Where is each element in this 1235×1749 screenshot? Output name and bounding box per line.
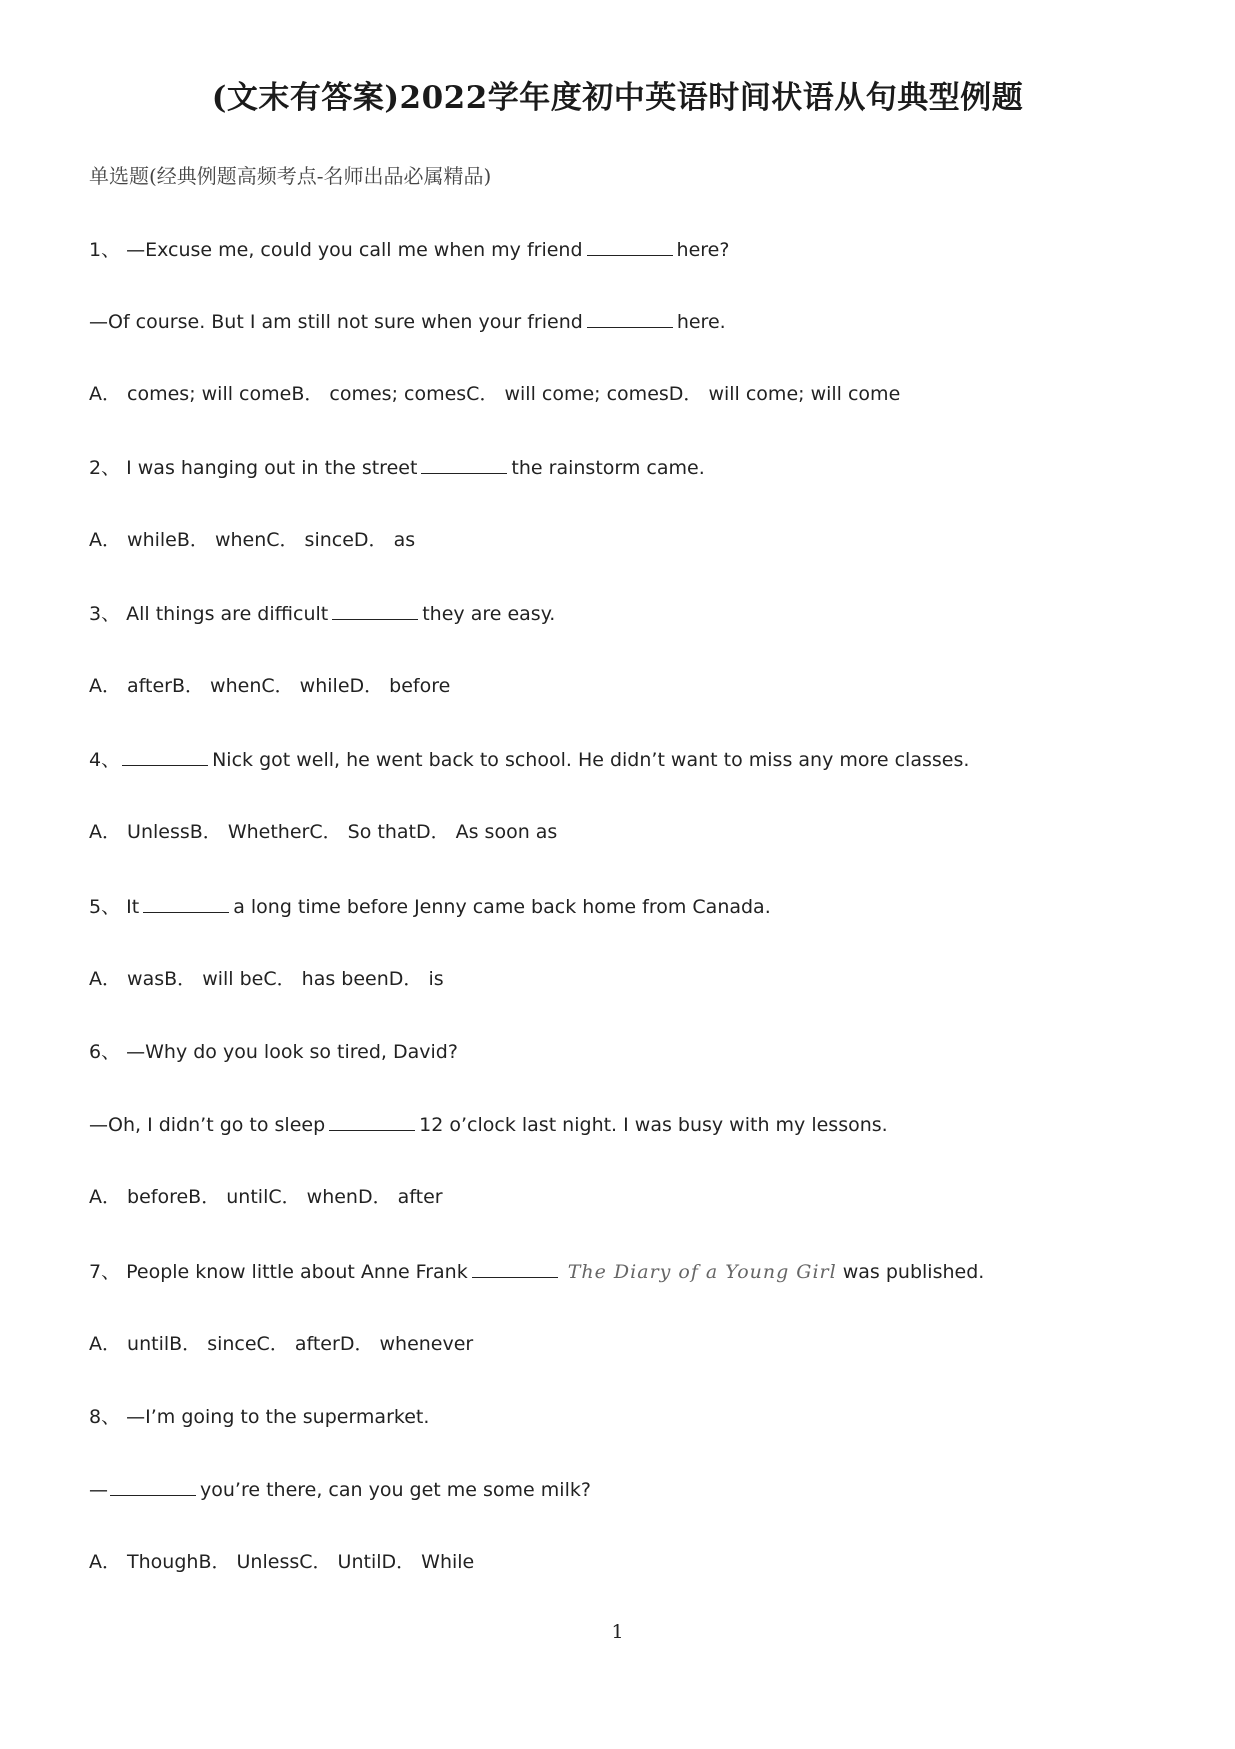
question-text: 2、 I was hanging out in the street <box>89 457 418 479</box>
question-text: — <box>89 1479 108 1501</box>
question-1-prompt <box>89 237 729 262</box>
question-4-options: A． UnlessB． WhetherC． So thatD． As soon as <box>89 821 558 843</box>
question-text: 7、 People know little about Anne Frank <box>89 1261 468 1283</box>
question-text: you’re there, can you get me some milk? <box>200 1479 591 1501</box>
book-title: The Diary of a Young Girl <box>567 1261 837 1283</box>
question-text: Nick got well, he went back to school. He didn’t want to miss any more classes. <box>212 749 970 771</box>
answer-blank <box>110 1477 196 1496</box>
answer-blank <box>329 1112 415 1131</box>
page-title: (文末有答案)2022学年度初中英语时间状语从句典型例题 <box>211 80 1024 116</box>
answer-blank <box>122 747 208 766</box>
question-text: a long time before Jenny came back home from Canada. <box>233 896 771 918</box>
answer-blank <box>472 1259 558 1278</box>
question-text: the rainstorm came. <box>511 457 705 479</box>
question-text: 3、 All things are difficult <box>89 603 329 625</box>
question-text: —Of course. But I am still not sure when your friend <box>89 311 583 333</box>
question-number: 4、 <box>89 749 121 771</box>
question-3-prompt <box>89 601 555 626</box>
question-text: 12 o’clock last night. I was busy with my lessons. <box>419 1114 888 1136</box>
question-6-prompt: 6、 —Why do you look so tired, David? <box>89 1041 458 1063</box>
answer-blank <box>421 455 507 474</box>
question-2-options: A． whileB． whenC． sinceD． as <box>89 529 416 551</box>
question-5-prompt <box>89 894 771 919</box>
question-6-reply <box>89 1112 888 1137</box>
question-6-options: A． beforeB． untilC． whenD． after <box>89 1186 443 1208</box>
question-8-options: A． ThoughB． UnlessC． UntilD． While <box>89 1551 475 1573</box>
answer-blank <box>332 601 418 620</box>
answer-blank <box>587 237 673 256</box>
question-text: was published. <box>842 1261 985 1283</box>
question-text: 5、 It <box>89 896 140 918</box>
answer-blank <box>143 894 229 913</box>
answer-blank <box>587 309 673 328</box>
question-text: here? <box>676 239 730 261</box>
question-4-prompt <box>89 747 969 772</box>
question-text: 1、 —Excuse me, could you call me when my friend <box>89 239 583 261</box>
page-number: 1 <box>611 1621 624 1643</box>
question-text: they are easy. <box>422 603 556 625</box>
question-8-prompt: 8、 —I’m going to the supermarket. <box>89 1406 430 1428</box>
question-text: here. <box>676 311 726 333</box>
question-1-reply <box>89 309 726 334</box>
question-7-options: A． untilB． sinceC． afterD． whenever <box>89 1333 474 1355</box>
question-2-prompt <box>89 455 705 480</box>
question-5-options: A． wasB． will beC． has beenD． is <box>89 968 444 990</box>
question-3-options: A． afterB． whenC． whileD． before <box>89 675 451 697</box>
question-7-prompt <box>89 1259 984 1284</box>
question-text: —Oh, I didn’t go to sleep <box>89 1114 326 1136</box>
question-1-options: A． comes; will comeB． comes; comesC． will come; comesD． will come; will come <box>89 383 901 405</box>
section-label: 单选题(经典例题高频考点-名师出品必属精品) <box>89 164 492 188</box>
question-8-reply <box>89 1477 591 1502</box>
